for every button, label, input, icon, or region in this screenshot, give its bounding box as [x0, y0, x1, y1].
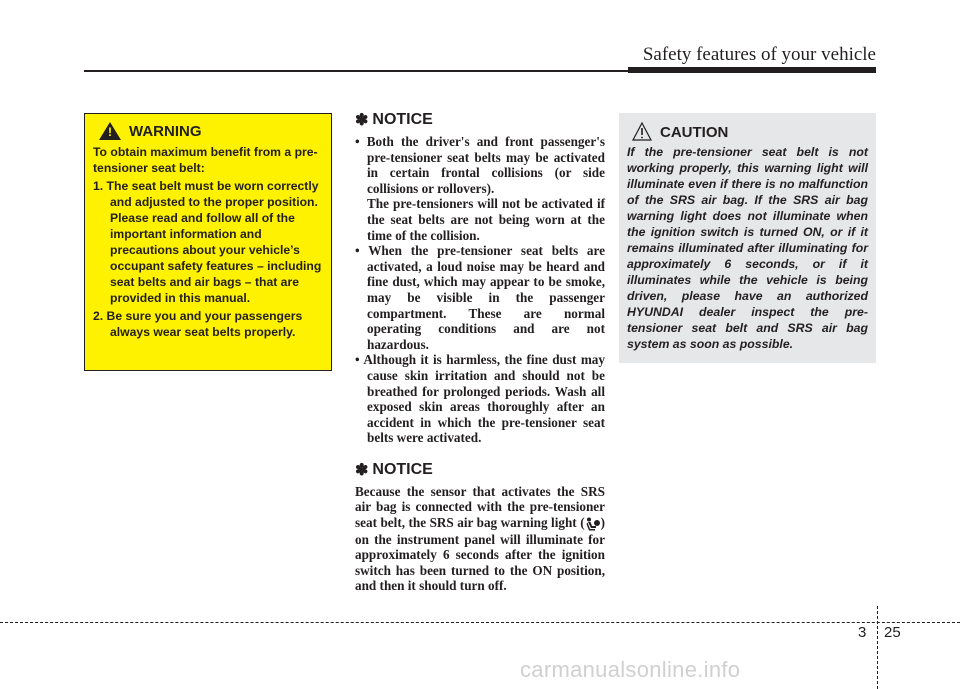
watermark: carmanualsonline.info — [520, 657, 741, 682]
page-header-title: Safety features of your vehicle — [642, 44, 876, 65]
notice-title-2: NOTICE — [372, 460, 433, 478]
notice-heading-2 — [355, 460, 605, 480]
footer-divider — [877, 606, 878, 689]
notice-paragraph — [355, 484, 605, 594]
caution-text: If the pre-tensioner seat belt is not working properly, this warning light will illuminate even if there is no malfunction of the SRS air bag. If the SRS air bag warning light does not illuminate when the ignition switch is turned ON, or if it remains illuminated after illuminating for approximately 6 seconds, or if it illuminates while the vehicle is being driven, please have an authorized HYUNDAI dealer inspect the pre-tensioner seat belt and SRS air bag system as soon as possible. — [627, 145, 868, 351]
warning-item: 2. Be sure you and your passengers always wear seat belts properly. — [93, 309, 303, 339]
notice-heading — [355, 110, 605, 130]
caution-header — [632, 122, 868, 142]
notice-bullet — [355, 352, 605, 446]
caution-triangle-icon — [632, 122, 652, 142]
warning-header — [99, 122, 322, 140]
notice-bullet-text: • Although it is harmless, the fine dust may cause skin irritation and should not be breathed for prolonged periods. Wash all exposed skin areas thoroughly after an accident in which the pre-tensioner seat belts were activated. — [355, 352, 605, 446]
caution-title: CAUTION — [660, 123, 729, 141]
header-bar — [628, 67, 876, 73]
chapter-number: 3 — [858, 624, 867, 641]
notice-column — [355, 110, 605, 594]
notice-text-after: ) on the instrument panel will illuminate for approximately 6 seconds after the ignition switch has been turned to the ON position, and then it should turn off. — [355, 515, 605, 594]
warning-list — [93, 178, 322, 340]
notice-star-icon: ✽ — [355, 112, 369, 129]
caution-box — [619, 113, 876, 363]
notice-bullet-extra: The pre-tensioners will not be activated if the seat belts are not being worn at the time of the collision. — [367, 196, 605, 243]
notice-bullet — [355, 243, 605, 352]
footer-rule — [0, 622, 960, 623]
warning-triangle-icon: ! — [99, 122, 121, 140]
notice-text-before: Because the sensor that activates the SRS air bag is connected with the pre-tensioner seat belt, the SRS air bag warning light ( — [355, 483, 605, 531]
notice-list — [355, 134, 605, 446]
page-number: 25 — [884, 624, 901, 641]
notice-bullet — [355, 134, 605, 243]
warning-intro: To obtain maximum benefit from a pre-tensioner seat belt: — [93, 145, 318, 175]
notice-star-icon: ✽ — [355, 461, 369, 479]
warning-title: WARNING — [129, 122, 202, 140]
notice-bullet-text: • When the pre-tensioner seat belts are activated, a loud noise may be heard and fine dust, which may appear to be smoke, may be visible in the passenger compartment. These are normal operating conditions and are not hazardous. — [355, 243, 605, 352]
warning-box — [84, 113, 332, 371]
airbag-warning-icon — [585, 517, 601, 532]
warning-item: 1. The seat belt must be worn correctly and adjusted to the proper position. Please read and follow all of the important information and precautions about your vehicle’s occupant safety features – including seat belts and air bags – that are provided in this manual. — [93, 179, 322, 305]
notice-bullet-text: • Both the driver's and front passenger's pre-tensioner seat belts may be activated in certain frontal collisions (or side collisions or rollovers). — [355, 134, 605, 196]
notice-title: NOTICE — [372, 111, 433, 128]
